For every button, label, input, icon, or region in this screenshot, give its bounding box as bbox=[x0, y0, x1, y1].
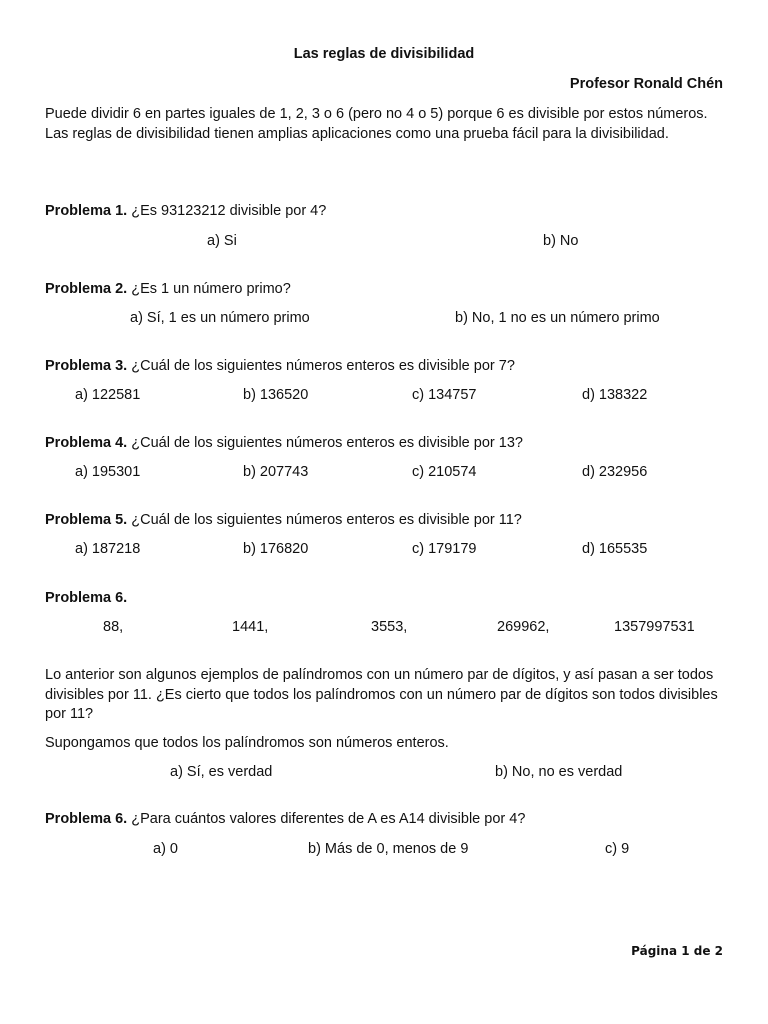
option: a) Si bbox=[207, 233, 237, 249]
problem-question: ¿Es 1 un número primo? bbox=[131, 281, 291, 297]
problem-3 bbox=[45, 358, 515, 374]
palindrome-paragraph: Lo anterior son algunos ejemplos de palíndromos con un número par de dígitos, y así pasan a ser todos divisibles por 11. ¿Es cierto que todos los palíndromos con un número par de dígitos son todos divisibles por 11? bbox=[45, 667, 718, 722]
option: b) 136520 bbox=[243, 387, 309, 403]
option: a) 195301 bbox=[75, 464, 141, 480]
option: b) No, 1 no es un número primo bbox=[455, 310, 660, 326]
option: b) 176820 bbox=[243, 541, 309, 557]
option: d) 232956 bbox=[582, 464, 648, 480]
option: b) 207743 bbox=[243, 464, 309, 480]
page-number: Página 1 de 2 bbox=[631, 944, 723, 958]
option: d) 165535 bbox=[582, 541, 648, 557]
option: a) 122581 bbox=[75, 387, 141, 403]
document-title: Las reglas de divisibilidad bbox=[293, 46, 475, 62]
option: b) Más de 0, menos de 9 bbox=[308, 841, 469, 857]
option: c) 134757 bbox=[412, 387, 477, 403]
palindrome-number: 269962, bbox=[497, 619, 550, 635]
option: b) No, no es verdad bbox=[495, 764, 623, 780]
problem-6-divisibility bbox=[45, 811, 525, 827]
problem-2 bbox=[45, 281, 291, 297]
option: b) No bbox=[543, 233, 579, 249]
option: a) Sí, 1 es un número primo bbox=[130, 310, 310, 326]
problem-question: ¿Para cuántos valores diferentes de A es A14 divisible por 4? bbox=[131, 811, 526, 827]
problem-question: ¿Cuál de los siguientes números enteros es divisible por 11? bbox=[131, 512, 522, 528]
problem-question: ¿Es 93123212 divisible por 4? bbox=[131, 203, 327, 219]
problem-label: Problema 2. bbox=[45, 281, 128, 297]
palindrome-number: 1357997531 bbox=[614, 619, 695, 635]
problem-question: ¿Cuál de los siguientes números enteros es divisible por 7? bbox=[131, 358, 515, 374]
option: a) 187218 bbox=[75, 541, 141, 557]
problem-label: Problema 5. bbox=[45, 512, 128, 528]
option: d) 138322 bbox=[582, 387, 648, 403]
problem-1 bbox=[45, 203, 326, 219]
problem-label: Problema 3. bbox=[45, 358, 128, 374]
problem-label: Problema 4. bbox=[45, 435, 128, 451]
problem-label: Problema 1. bbox=[45, 203, 128, 219]
option: c) 179179 bbox=[412, 541, 477, 557]
option: c) 210574 bbox=[412, 464, 477, 480]
problem-6 bbox=[45, 590, 127, 606]
option: a) Sí, es verdad bbox=[170, 764, 273, 780]
palindrome-number: 1441, bbox=[232, 619, 269, 635]
problem-4 bbox=[45, 435, 523, 451]
problem-question: ¿Cuál de los siguientes números enteros es divisible por 13? bbox=[131, 435, 523, 451]
problem-label: Problema 6. bbox=[45, 590, 128, 606]
intro-paragraph: Puede dividir 6 en partes iguales de 1, 2, 3 o 6 (pero no 4 o 5) porque 6 es divisible por estos números. Las reglas de divisibilidad tienen amplias aplicaciones como una prueba fácil para la divisibilidad. bbox=[45, 106, 708, 142]
palindrome-number: 3553, bbox=[371, 619, 408, 635]
problem-label: Problema 6. bbox=[45, 811, 128, 827]
palindrome-number: 88, bbox=[103, 619, 124, 635]
option: a) 0 bbox=[153, 841, 178, 857]
problem-5 bbox=[45, 512, 522, 528]
author-name: Profesor Ronald Chén bbox=[569, 76, 723, 92]
suppose-paragraph: Supongamos que todos los palíndromos son números enteros. bbox=[45, 735, 449, 751]
option: c) 9 bbox=[605, 841, 630, 857]
